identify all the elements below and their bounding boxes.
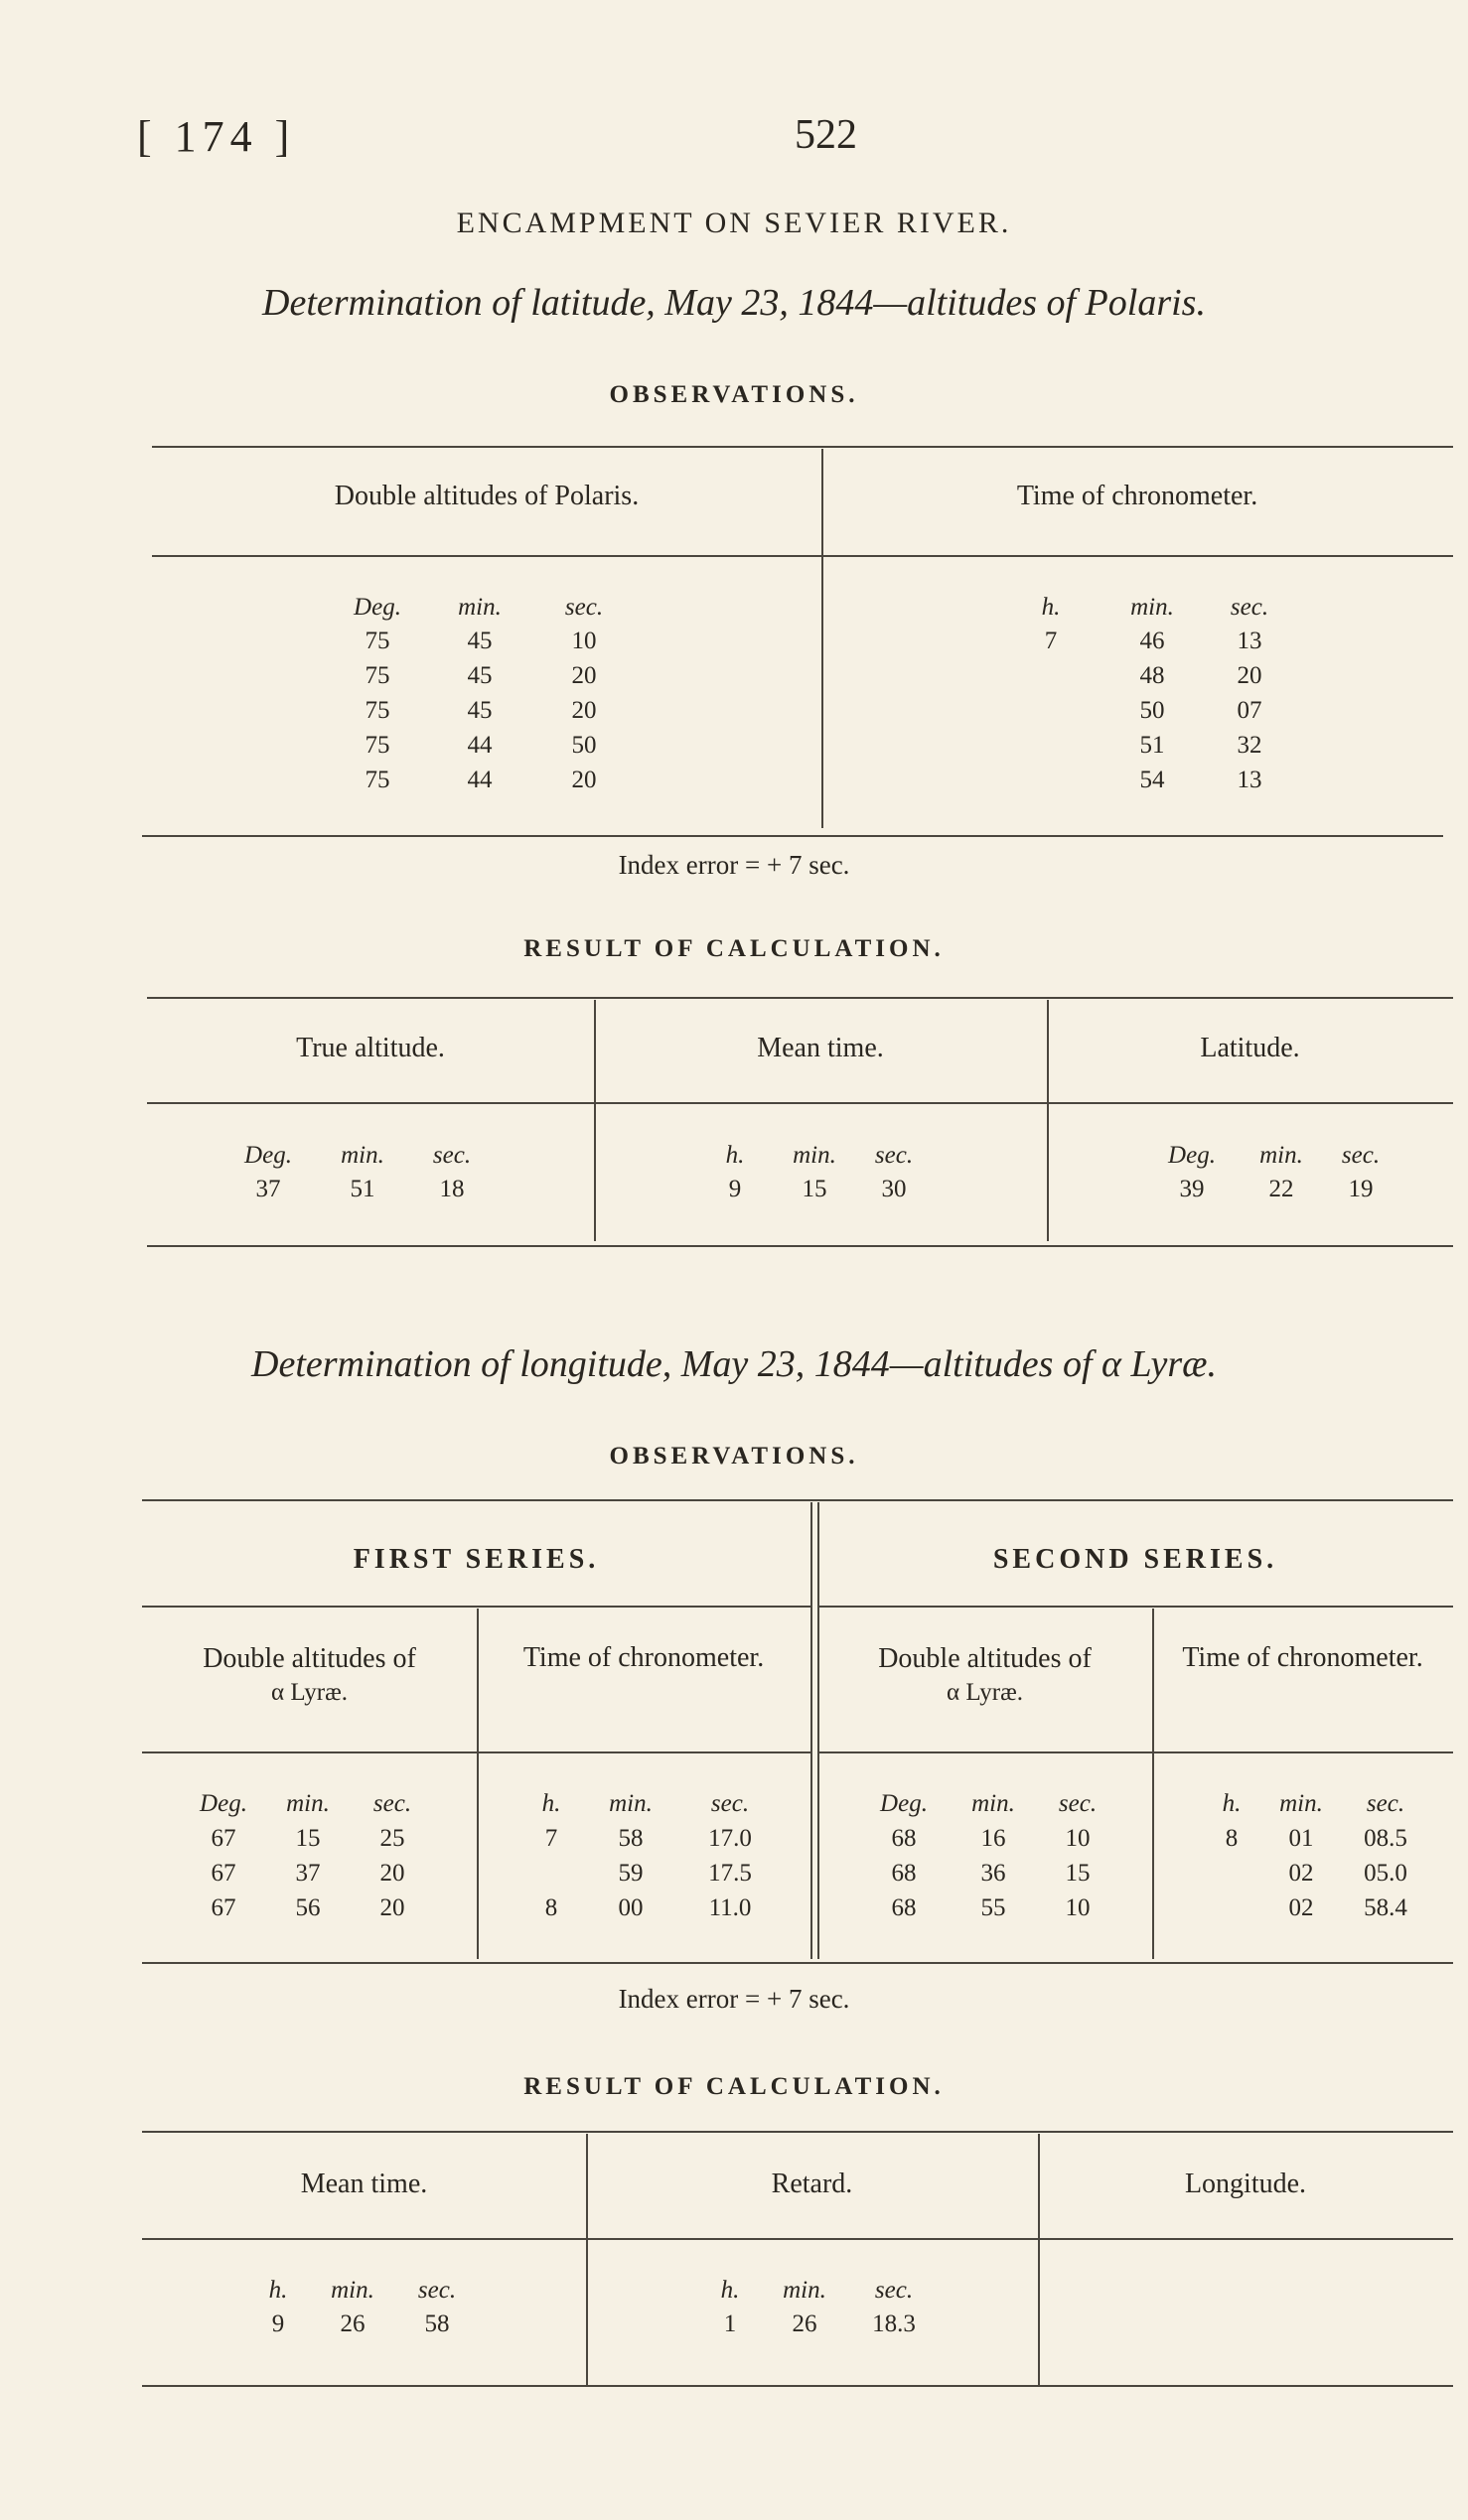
unit-deg: Deg.	[200, 1790, 247, 1817]
latitude-min: 22	[1268, 1176, 1294, 1202]
altitude-min: 45	[467, 697, 493, 724]
folio-number: [ 174 ]	[137, 112, 296, 161]
altitude-min: 55	[980, 1894, 1006, 1921]
unit-min: min.	[793, 1142, 836, 1169]
mean-time-sec: 58	[424, 2310, 450, 2337]
table-rule	[817, 1606, 1453, 1608]
unit-sec: sec.	[1366, 1790, 1405, 1817]
altitude-min: 45	[467, 662, 493, 689]
column-header-retard: Retard.	[771, 2169, 853, 2199]
longitude-index-error: Index error = + 7 sec.	[618, 1984, 850, 2014]
unit-deg: Deg.	[244, 1142, 292, 1169]
unit-min: min.	[458, 594, 502, 621]
time-sec: 32	[1237, 732, 1262, 759]
latitude-sec: 19	[1348, 1176, 1374, 1202]
table-rule	[147, 1102, 1453, 1104]
true-altitude-deg: 37	[255, 1176, 281, 1202]
unit-h: h.	[725, 1142, 745, 1169]
altitude-deg: 67	[211, 1860, 236, 1887]
altitude-deg: 75	[365, 732, 390, 759]
column-header-mean-time: Mean time.	[757, 1033, 884, 1063]
column-header-time-of-chronometer: Time of chronometer.	[1016, 481, 1258, 511]
altitude-sec: 20	[571, 662, 597, 689]
altitude-min: 36	[980, 1860, 1006, 1887]
true-altitude-min: 51	[350, 1176, 375, 1202]
col-altitudes-line2: α Lyræ.	[947, 1679, 1023, 1706]
time-min: 58	[618, 1825, 644, 1852]
time-sec: 13	[1237, 767, 1262, 793]
unit-min: min.	[331, 2277, 374, 2304]
altitude-min: 44	[467, 767, 493, 793]
unit-min: min.	[971, 1790, 1015, 1817]
unit-deg: Deg.	[880, 1790, 928, 1817]
unit-sec: sec.	[874, 2277, 914, 2304]
unit-h: h.	[268, 2277, 288, 2304]
column-header-latitude: Latitude.	[1200, 1033, 1300, 1063]
time-sec: 13	[1237, 628, 1262, 654]
mean-time-h: 9	[728, 1176, 742, 1202]
table-rule	[147, 1245, 1453, 1247]
time-min: 50	[1139, 697, 1165, 724]
unit-h: h.	[720, 2277, 740, 2304]
longitude-result-heading: RESULT OF CALCULATION.	[523, 2073, 945, 2100]
altitude-sec: 20	[571, 767, 597, 793]
unit-min: min.	[783, 2277, 826, 2304]
retard-min: 26	[792, 2310, 817, 2337]
second-series-col-time: Time of chronometer.	[1182, 1642, 1423, 1673]
time-h: 7	[544, 1825, 558, 1852]
altitude-deg: 68	[891, 1894, 917, 1921]
table-rule	[142, 2385, 1453, 2387]
unit-sec: sec.	[372, 1790, 412, 1817]
column-header-mean-time: Mean time.	[300, 2169, 428, 2199]
unit-min: min.	[1259, 1142, 1303, 1169]
table-rule	[147, 997, 1453, 999]
altitude-sec: 10	[1065, 1894, 1091, 1921]
table-rule	[142, 2238, 1453, 2240]
unit-sec: sec.	[417, 2277, 457, 2304]
table-rule	[142, 1962, 1453, 1964]
page-title: ENCAMPMENT ON SEVIER RIVER.	[456, 207, 1012, 239]
time-min: 00	[618, 1894, 644, 1921]
altitude-deg: 67	[211, 1825, 236, 1852]
altitude-sec: 20	[571, 697, 597, 724]
time-min: 02	[1288, 1860, 1314, 1887]
retard-h: 1	[723, 2310, 737, 2337]
table-rule	[142, 1499, 1453, 1501]
unit-deg: Deg.	[1168, 1142, 1216, 1169]
latitude-subtitle: Determination of latitude, May 23, 1844—altitudes of Polaris.	[262, 282, 1206, 324]
first-series-col-time: Time of chronometer.	[522, 1642, 765, 1673]
altitude-sec: 15	[1065, 1860, 1091, 1887]
time-sec: 58.4	[1364, 1894, 1407, 1921]
table-rule	[817, 1751, 1453, 1753]
latitude-deg: 39	[1179, 1176, 1205, 1202]
altitude-deg: 67	[211, 1894, 236, 1921]
altitude-deg: 75	[365, 697, 390, 724]
time-h: 7	[1044, 628, 1058, 654]
table-rule	[142, 1751, 810, 1753]
true-altitude-sec: 18	[439, 1176, 465, 1202]
time-sec: 08.5	[1364, 1825, 1407, 1852]
time-min: 54	[1139, 767, 1165, 793]
unit-sec: sec.	[1230, 594, 1269, 621]
unit-min: min.	[286, 1790, 330, 1817]
unit-sec: sec.	[710, 1790, 750, 1817]
table-rule	[152, 446, 1453, 448]
unit-sec: sec.	[1058, 1790, 1098, 1817]
unit-deg: Deg.	[354, 594, 401, 621]
page-number: 522	[795, 112, 857, 158]
table-rule	[142, 2131, 1453, 2133]
time-sec: 17.5	[708, 1860, 752, 1887]
longitude-observations-heading: OBSERVATIONS.	[609, 1443, 859, 1470]
latitude-observations-heading: OBSERVATIONS.	[609, 381, 859, 408]
unit-min: min.	[1130, 594, 1174, 621]
altitude-sec: 10	[1065, 1825, 1091, 1852]
altitude-deg: 75	[365, 662, 390, 689]
col-altitudes-line2: α Lyræ.	[271, 1679, 348, 1706]
time-min: 51	[1139, 732, 1165, 759]
altitude-min: 44	[467, 732, 493, 759]
unit-sec: sec.	[432, 1142, 472, 1169]
time-sec: 05.0	[1364, 1860, 1407, 1887]
altitude-deg: 75	[365, 767, 390, 793]
altitude-sec: 20	[379, 1894, 405, 1921]
column-header-longitude: Longitude.	[1184, 2169, 1307, 2199]
mean-time-sec: 30	[881, 1176, 907, 1202]
longitude-subtitle: Determination of longitude, May 23, 1844—altitudes of α Lyræ.	[251, 1343, 1217, 1385]
unit-h: h.	[541, 1790, 561, 1817]
altitude-sec: 20	[379, 1860, 405, 1887]
altitude-sec: 10	[571, 628, 597, 654]
unit-sec: sec.	[1341, 1142, 1381, 1169]
altitude-deg: 68	[891, 1860, 917, 1887]
unit-min: min.	[609, 1790, 653, 1817]
column-header-true-altitude: True altitude.	[296, 1033, 445, 1063]
unit-sec: sec.	[874, 1142, 914, 1169]
latitude-result-heading: RESULT OF CALCULATION.	[523, 935, 945, 962]
time-sec: 17.0	[708, 1825, 752, 1852]
first-series-heading: FIRST SERIES.	[353, 1544, 600, 1575]
second-series-col-altitudes	[817, 1642, 1152, 1710]
time-sec: 11.0	[708, 1894, 752, 1921]
second-series-heading: SECOND SERIES.	[992, 1544, 1278, 1575]
altitude-deg: 75	[365, 628, 390, 654]
altitude-min: 37	[295, 1860, 321, 1887]
column-header-double-altitudes: Double altitudes of Polaris.	[334, 481, 640, 511]
table-rule	[152, 555, 1453, 557]
time-h: 8	[544, 1894, 558, 1921]
time-min: 48	[1139, 662, 1165, 689]
mean-time-h: 9	[271, 2310, 285, 2337]
column-divider	[810, 1502, 812, 1959]
time-sec: 20	[1237, 662, 1262, 689]
time-sec: 07	[1237, 697, 1262, 724]
col-altitudes-line1: Double altitudes of	[203, 1643, 416, 1674]
altitude-deg: 68	[891, 1825, 917, 1852]
retard-sec: 18.3	[872, 2310, 916, 2337]
mean-time-min: 26	[340, 2310, 366, 2337]
mean-time-min: 15	[802, 1176, 827, 1202]
time-min: 46	[1139, 628, 1165, 654]
unit-h: h.	[1041, 594, 1061, 621]
col-altitudes-line1: Double altitudes of	[878, 1643, 1092, 1674]
time-min: 01	[1288, 1825, 1314, 1852]
unit-min: min.	[1279, 1790, 1323, 1817]
unit-sec: sec.	[564, 594, 604, 621]
altitude-sec: 50	[571, 732, 597, 759]
unit-h: h.	[1222, 1790, 1242, 1817]
time-h: 8	[1225, 1825, 1239, 1852]
table-rule	[142, 1606, 810, 1608]
unit-min: min.	[341, 1142, 384, 1169]
time-min: 59	[618, 1860, 644, 1887]
first-series-col-altitudes	[142, 1642, 477, 1710]
latitude-index-error: Index error = + 7 sec.	[618, 850, 850, 880]
altitude-min: 45	[467, 628, 493, 654]
table-rule	[142, 835, 1443, 837]
altitude-sec: 25	[379, 1825, 405, 1852]
time-min: 02	[1288, 1894, 1314, 1921]
altitude-min: 16	[980, 1825, 1006, 1852]
altitude-min: 15	[295, 1825, 321, 1852]
altitude-min: 56	[295, 1894, 321, 1921]
